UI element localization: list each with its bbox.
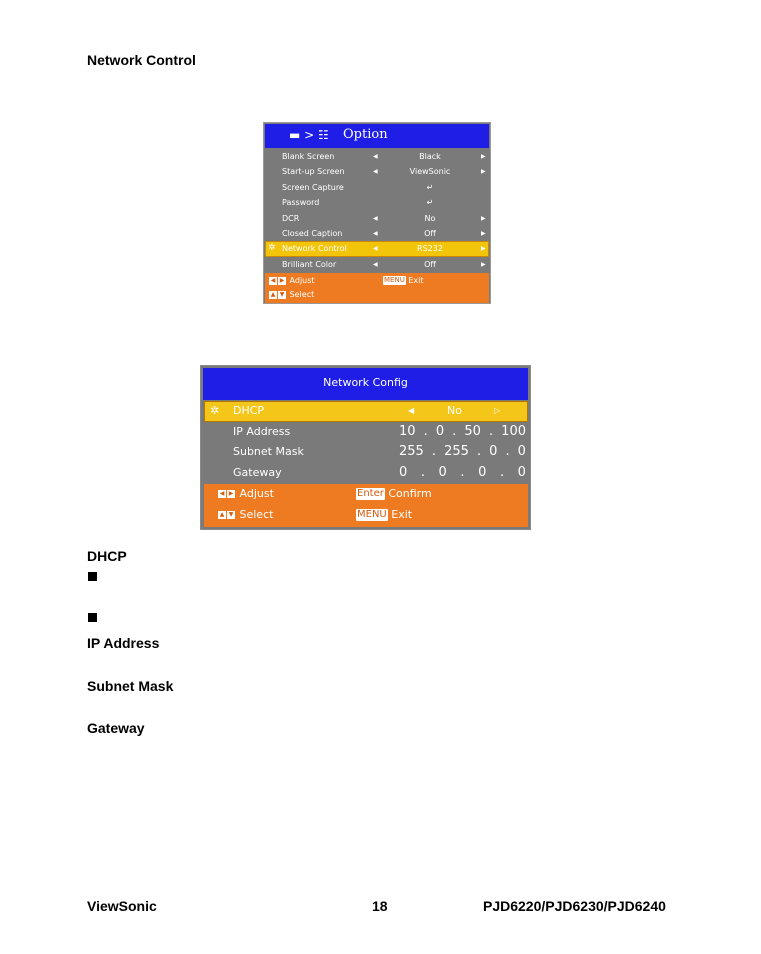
right-arrow-icon[interactable]: ▶ — [481, 214, 486, 222]
osd-option-select-label: Select — [289, 290, 315, 299]
left-arrow-icon[interactable]: ◀ — [373, 168, 378, 176]
right-arrow-icon[interactable]: ▶ — [481, 229, 486, 237]
right-arrow-icon[interactable]: ▷ — [494, 406, 501, 415]
right-arrow-icon[interactable]: ▶ — [481, 245, 486, 253]
osd-network-row-dhcp[interactable] — [204, 401, 528, 422]
osd-network-row-subnet-mask[interactable] — [204, 442, 528, 463]
osd-option-row[interactable] — [265, 164, 489, 179]
menu-key-icon: MENU — [357, 509, 387, 520]
osd-network-confirm-label: Confirm — [388, 487, 432, 500]
left-arrow-icon[interactable]: ◀ — [373, 214, 378, 222]
osd-network-config-menu — [200, 365, 531, 530]
left-arrow-icon[interactable]: ◀ — [373, 260, 378, 268]
osd-option-label: Network Control — [282, 244, 347, 254]
gateway-label: Gateway — [233, 465, 282, 479]
osd-network-exit-label: Exit — [391, 508, 413, 521]
left-arrow-icon: ◀ — [219, 490, 225, 497]
osd-option-label: DCR — [282, 213, 300, 223]
dot: . — [423, 423, 428, 439]
osd-option-adjust-label: Adjust — [289, 276, 315, 285]
section-heading-subnet-mask: Subnet Mask — [87, 678, 174, 694]
up-arrow-icon: ▲ — [219, 511, 225, 518]
osd-option-row[interactable] — [265, 180, 489, 195]
left-arrow-icon[interactable]: ◀ — [373, 229, 378, 237]
right-arrow-icon: ▶ — [228, 490, 234, 497]
osd-option-value: No — [424, 213, 436, 223]
footer-brand: ViewSonic — [87, 898, 157, 914]
bullet-square-icon — [88, 613, 97, 622]
section-heading-network-control: Network Control — [87, 52, 196, 68]
osd-option-row[interactable] — [265, 195, 489, 210]
subnet-octet: 255 — [444, 444, 469, 459]
dot: . — [488, 423, 494, 439]
osd-option-footer — [265, 273, 489, 303]
dot: . — [420, 464, 425, 480]
osd-option-row[interactable] — [265, 257, 489, 272]
dot: . — [460, 464, 465, 480]
down-arrow-icon: ▼ — [228, 511, 234, 518]
osd-option-menu — [263, 122, 491, 304]
osd-option-row[interactable] — [265, 241, 489, 256]
osd-option-label: Blank Screen — [282, 152, 335, 161]
enter-key-icon: Enter — [357, 488, 384, 499]
subnet-octet: 0 — [489, 444, 498, 459]
osd-option-label: Brilliant Color — [282, 259, 337, 269]
dhcp-value: No — [447, 404, 462, 417]
subnet-mask-label: Subnet Mask — [233, 445, 304, 458]
right-arrow-icon[interactable]: ▶ — [481, 168, 486, 176]
osd-option-value: RS232 — [417, 244, 443, 254]
subnet-octet: 255 — [399, 444, 424, 459]
osd-option-row[interactable] — [265, 226, 489, 241]
gateway-octet: 0 — [517, 464, 526, 480]
down-arrow-icon: ▼ — [279, 290, 285, 298]
osd-option-value: Black — [419, 152, 441, 161]
ip-octet: 0 — [435, 423, 445, 439]
dot: . — [499, 464, 505, 480]
gateway-octet: 0 — [478, 464, 487, 480]
footer-model-numbers: PJD6220/PJD6230/PJD6240 — [483, 898, 666, 914]
osd-option-title: Option — [343, 127, 388, 142]
osd-network-list — [204, 401, 528, 483]
osd-option-value: ViewSonic — [409, 167, 451, 177]
left-arrow-icon[interactable]: ◀ — [373, 245, 378, 253]
osd-option-label: Password — [282, 198, 320, 208]
right-arrow-icon: ▶ — [279, 276, 285, 284]
section-heading-ip-address: IP Address — [87, 635, 160, 651]
dot: . — [431, 444, 437, 459]
gateway-octet: 0 — [399, 464, 408, 480]
dot: . — [452, 423, 457, 439]
bullet-square-icon — [88, 572, 97, 581]
osd-network-titlebar — [203, 368, 528, 400]
subnet-octet: 0 — [517, 444, 526, 459]
dot: . — [476, 444, 482, 459]
dhcp-label: DHCP — [233, 404, 265, 417]
gateway-value — [399, 463, 526, 484]
osd-option-row[interactable] — [265, 211, 489, 226]
osd-option-label: Closed Caption — [282, 228, 343, 238]
osd-option-row[interactable] — [265, 149, 489, 164]
left-arrow-icon[interactable]: ◀ — [408, 406, 415, 415]
left-arrow-icon[interactable]: ◀ — [373, 153, 378, 160]
right-arrow-icon[interactable]: ▶ — [481, 260, 486, 268]
menu-folder-icon: ▬ > ☷ — [289, 128, 329, 142]
ip-octet: 10 — [399, 423, 416, 439]
osd-network-row-gateway[interactable] — [204, 463, 528, 484]
dot: . — [505, 444, 510, 459]
osd-network-title: Network Config — [323, 376, 408, 389]
osd-option-exit-label: Exit — [408, 276, 424, 285]
ip-octet: 100 — [501, 423, 526, 439]
right-arrow-icon[interactable]: ▶ — [481, 153, 486, 160]
settings-gear-icon: ✲ — [268, 243, 276, 254]
ip-address-label: IP Address — [233, 424, 291, 438]
enter-return-icon: ↵ — [426, 198, 434, 208]
up-arrow-icon: ▲ — [270, 290, 276, 298]
footer-page-number: 18 — [372, 898, 388, 914]
section-heading-gateway: Gateway — [87, 720, 145, 736]
osd-option-label: Screen Capture — [282, 182, 344, 192]
osd-option-value: Off — [424, 228, 436, 238]
enter-return-icon: ↵ — [426, 182, 434, 192]
osd-option-value: Off — [424, 259, 436, 269]
ip-address-value — [399, 422, 526, 443]
osd-option-list — [265, 149, 489, 272]
osd-network-row-ip-address[interactable] — [204, 422, 528, 443]
osd-option-label: Start-up Screen — [282, 167, 345, 177]
gateway-octet: 0 — [438, 464, 447, 480]
section-heading-dhcp: DHCP — [87, 548, 127, 564]
ip-octet: 50 — [464, 423, 481, 439]
settings-gear-icon: ✲ — [210, 404, 220, 417]
osd-network-select-label: Select — [239, 508, 274, 521]
subnet-mask-value — [399, 442, 526, 463]
osd-option-titlebar — [265, 124, 489, 148]
menu-key-icon: MENU — [384, 276, 405, 284]
osd-network-adjust-label: Adjust — [239, 487, 274, 500]
left-arrow-icon: ◀ — [270, 276, 276, 284]
osd-network-footer — [204, 484, 528, 527]
